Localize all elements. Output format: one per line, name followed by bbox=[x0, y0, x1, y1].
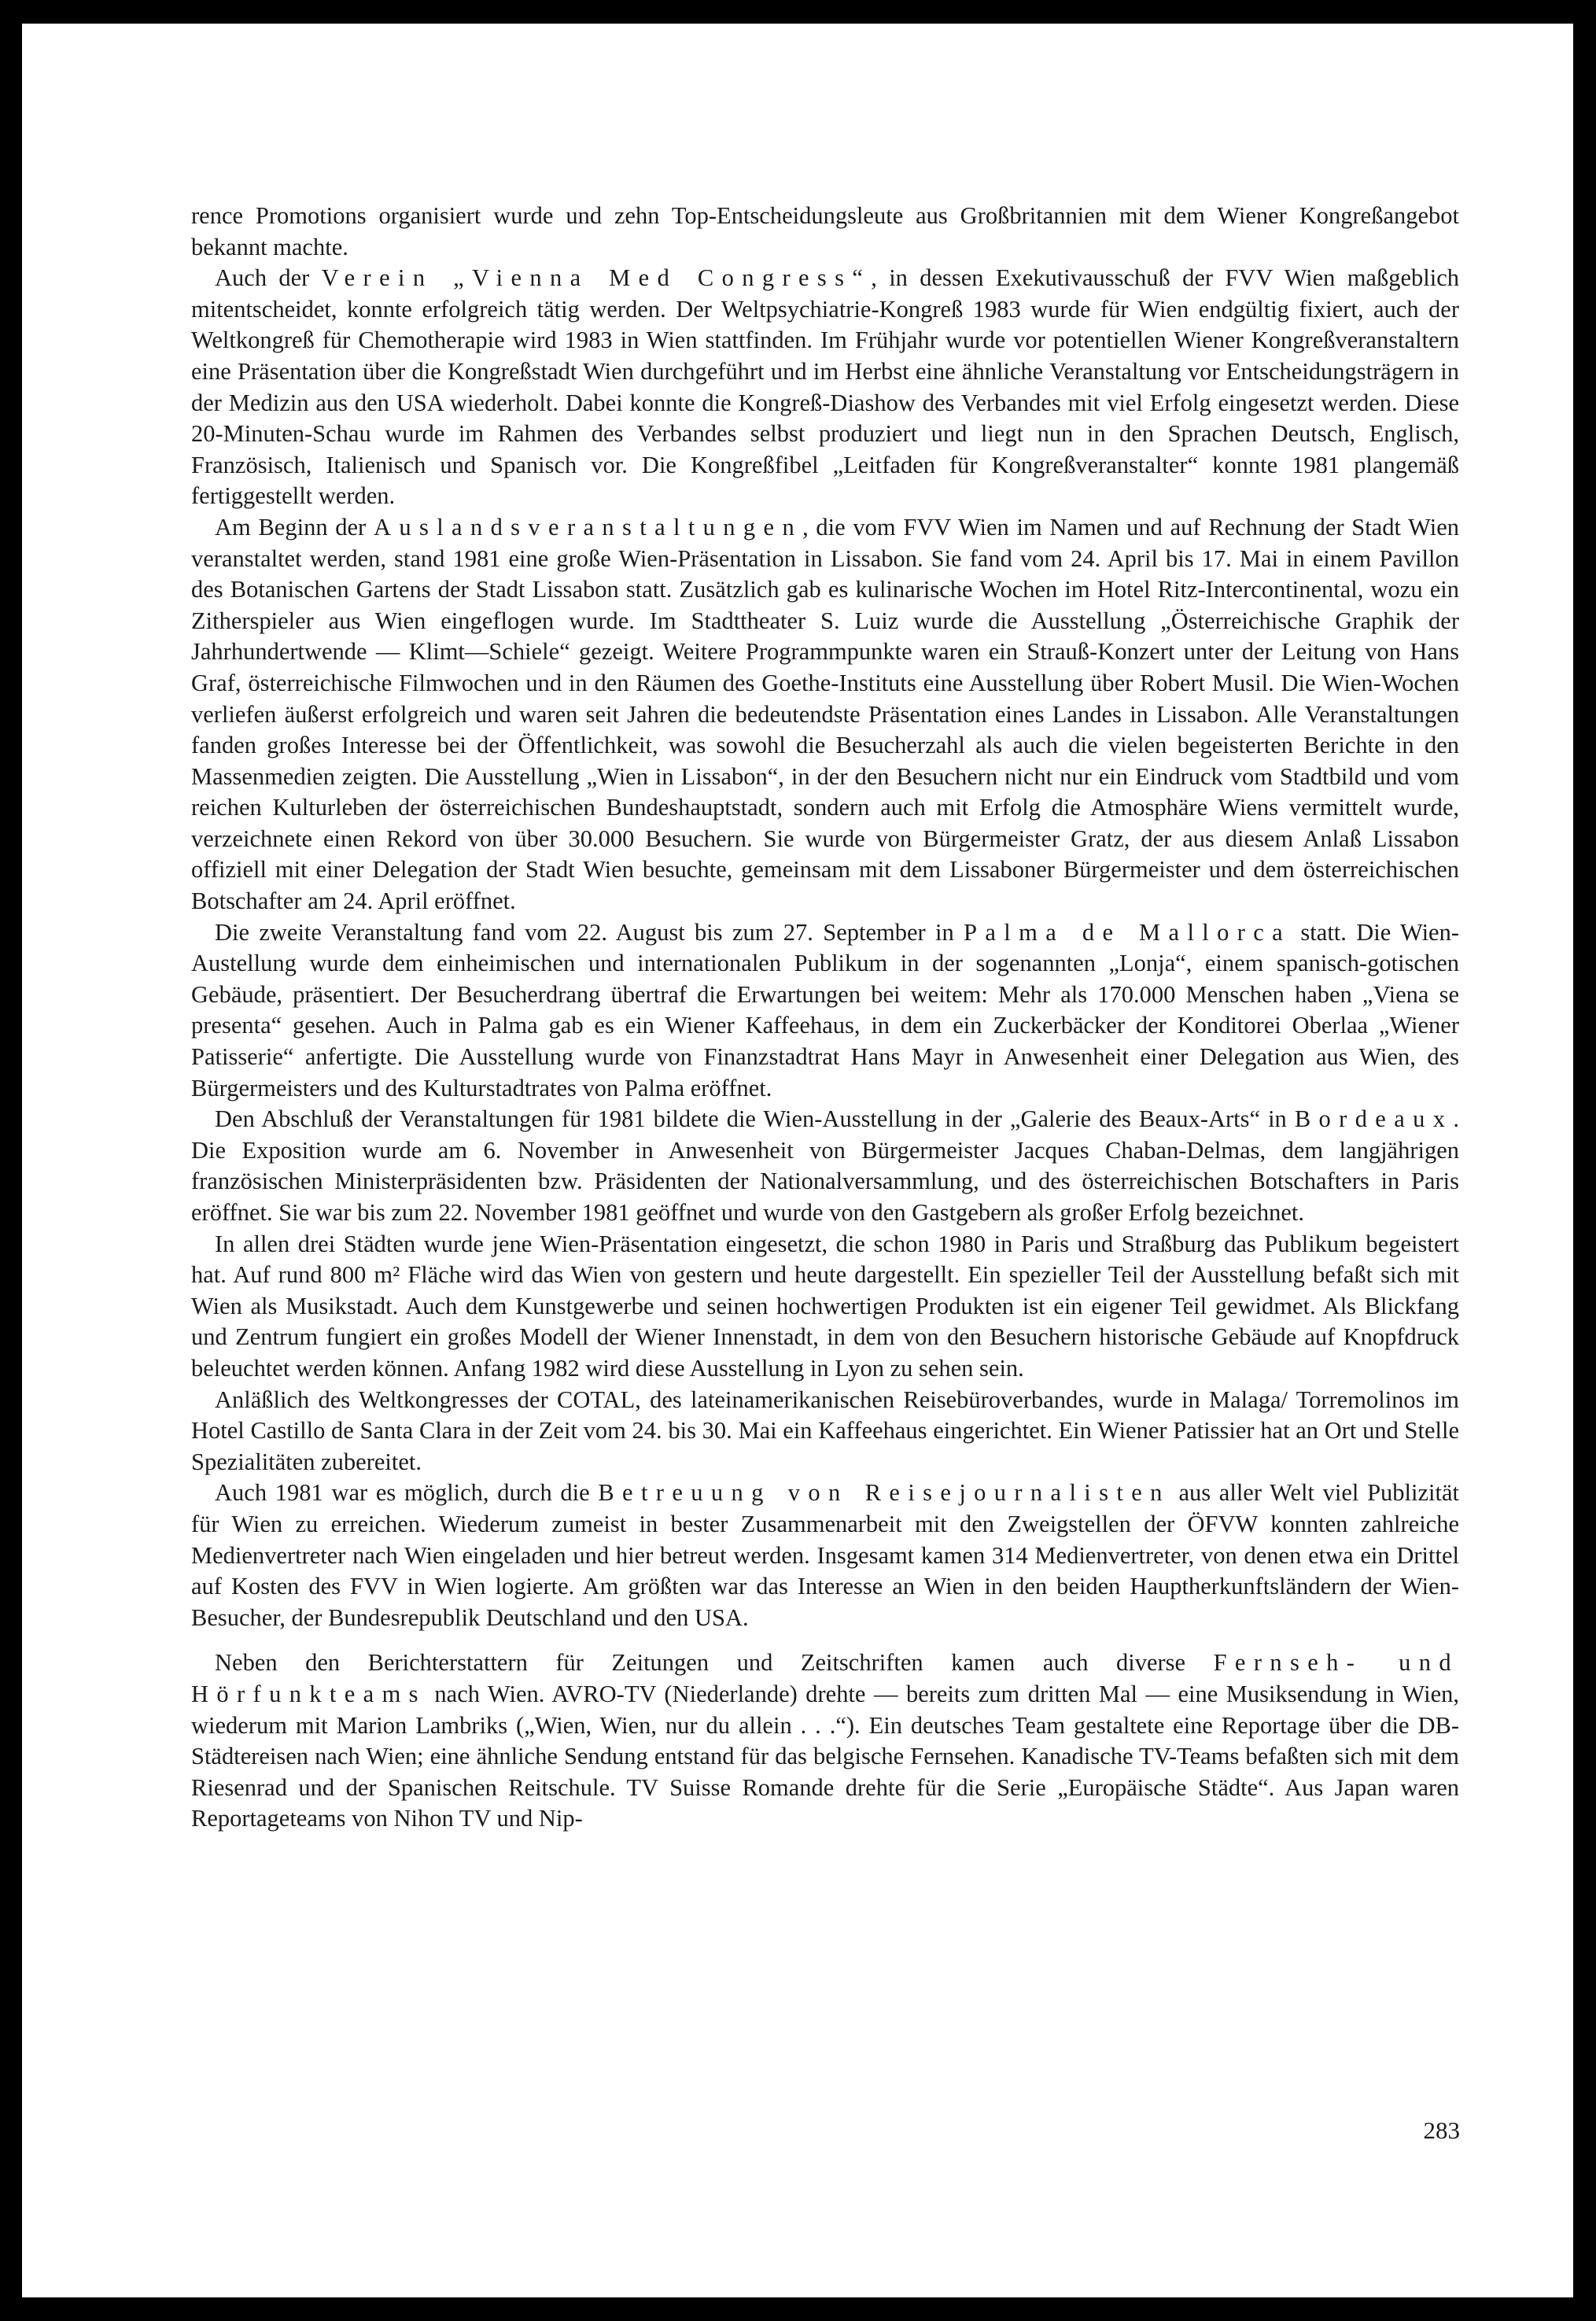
paragraph-fernseh-hoerfunkteams bbox=[191, 1648, 1459, 1835]
paragraph-bordeaux bbox=[191, 1104, 1459, 1228]
paragraph-text: Neben den Berichterstattern für Zeitungen und Zeitschriften kamen auch diverse bbox=[215, 1649, 1214, 1677]
spaced-emphasis-bordeaux: Bordeaux bbox=[1294, 1105, 1454, 1133]
paragraph-text: In allen drei Städten wurde jene Wien-Präsentation eingesetzt, die schon 1980 in Paris und Straßburg das Publikum begeistert hat. Auf rund 800 m² Fläche wird das Wien von gestern und heute dargestellt. Ein spezieller Teil der Ausstellung befaßt sich mit Wien als Musikstadt. Auch dem Kunstgewerbe und seinen hochwertigen Produkten ist ein eigener Teil gewidmet. Als Blickfang und Zentrum fungiert ein großes Modell der Wiener Innenstadt, in dem von den Besuchern historische Gebäude auf Knopfdruck beleuchtet werden können. Anfang 1982 wird diese Ausstellung in Lyon zu sehen sein. bbox=[191, 1230, 1459, 1382]
paragraph-text: , in dessen Exekutivausschuß der FVV Wien maßgeblich mitentscheidet, konnte erfolgreich tätig werden. Der Weltpsychiatrie-Kongreß 1983 wurde für Wien endgültig fixiert, auch der Weltkongreß für Chemotherapie wird 1983 in Wien stattfinden. Im Frühjahr wurde vor potentiellen Wiener Kongreßveranstaltern eine Präsentation über die Kongreßstadt Wien durchgeführt und im Herbst eine ähnliche Veranstaltung vor Entscheidungsträgern in der Medizin aus den USA wiederholt. Dabei konnte die Kongreß-Diashow des Verbandes mit viel Erfolg eingesetzt werden. Diese 20-Minuten-Schau wurde im Rahmen des Verbandes selbst produziert und liegt nun in den Sprachen Deutsch, Englisch, Französisch, Italienisch und Spanisch vor. Die Kongreßfibel „Leitfaden für Kongreßveranstalter“ konnte 1981 plangemäß fertiggestellt werden. bbox=[191, 264, 1459, 510]
paragraph-text: nach Wien. AVRO-TV (Niederlande) drehte — bereits zum dritten Mal — eine Musiksendung in Wien, wiederum mit Marion Lambriks („Wien, Wien, nur du allein . . .“). Ein deutsches Team gestaltete eine Reportage über die DB-Städtereisen nach Wien; eine ähnliche Sendung entstand für das belgische Fernsehen. Kanadische TV-Teams befaßten sich mit dem Riesenrad und der Spanischen Reitschule. TV Suisse Romande drehte für die Serie „Europäische Städte“. Aus Japan waren Reportageteams von Nihon TV und Nip- bbox=[191, 1680, 1459, 1832]
spaced-emphasis-auslandsveranstaltungen: Auslandsveranstaltungen bbox=[373, 513, 803, 541]
paragraph-vienna-med-congress bbox=[191, 263, 1459, 512]
paragraph-text: , die vom FVV Wien im Namen und auf Rechnung der Stadt Wien veranstaltet werden, stand 1981 eine große Wien-Präsentation in Lissabon. Sie fand vom 24. April bis 17. Mai in einem Pavillon des Botanischen Gartens der Stadt Lissabon statt. Zusätzlich gab es kulinarische Wochen im Hotel Ritz-Intercontinental, wozu ein Zitherspieler aus Wien eingeflogen wurde. Im Stadttheater S. Luiz wurde die Ausstellung „Österreichische Graphik der Jahrhundertwende — Klimt—Schiele“ gezeigt. Weitere Programmpunkte waren ein Strauß-Konzert unter der Leitung von Hans Graf, österreichische Filmwochen und in den Räumen des Goethe-Instituts eine Ausstellung über Robert Musil. Die Wien-Wochen verliefen äußerst erfolgreich und waren seit Jahren die bedeutendste Präsentation eines Landes in Lissabon. Alle Veranstaltungen fanden großes Interesse bei der Öffentlichkeit, was sowohl die Besucherzahl als auch die vielen begeisterten Berichte in den Massenmedien zeigten. Die Ausstellung „Wien in Lissabon“, in der den Besuchern nicht nur ein Eindruck vom Stadtbild und vom reichen Kulturleben der österreichischen Bundeshauptstadt, sondern auch mit Erfolg die Atmosphäre Wiens vermittelt wurde, verzeichnete einen Rekord von über 30.000 Besuchern. Sie wurde von Bürgermeister Gratz, der aus diesem Anlaß Lissabon offiziell mit einer Delegation der Stadt Wien besuchte, gemeinsam mit dem Lissaboner Bürgermeister und dem österreichischen Botschafter am 24. April eröffnet. bbox=[191, 513, 1459, 915]
paragraph-text: Auch 1981 war es möglich, durch die bbox=[215, 1479, 599, 1507]
paragraph-text: Auch der bbox=[215, 264, 322, 292]
body-text bbox=[191, 201, 1459, 1835]
paragraph-wien-praesentation bbox=[191, 1229, 1459, 1385]
spaced-emphasis-reisejournalisten: Betreuung von Reisejournalisten bbox=[598, 1479, 1170, 1507]
paragraph-continuation bbox=[191, 201, 1459, 263]
paragraph-text: aus aller Welt viel Publizität für Wien zu erreichen. Wiederum zumeist in bester Zusammenarbeit mit den Zweigstellen der ÖFVW konnten zahlreiche Medienvertreter nach Wien eingeladen und hier betreut werden. Insgesamt kamen 314 Medienvertreter, von denen etwa ein Drittel auf Kosten des FVV in Wien logierte. Am größten war das Interesse an Wien in den beiden Hauptherkunftsländern der Wien-Besucher, der Bundesrepublik Deutschland und den USA. bbox=[191, 1479, 1459, 1631]
paragraph-text: Den Abschluß der Veranstaltungen für 1981 bildete die Wien-Ausstellung in der „Galerie des Beaux-Arts“ in bbox=[215, 1105, 1295, 1133]
paragraph-text: statt. Die Wien-Austellung wurde dem einheimischen und internationalen Publikum in der sogenannten „Lonja“, einem spanisch-gotischen Gebäude, präsentiert. Der Besucherdrang übertraf die Erwartungen bei weitem: Mehr als 170.000 Menschen haben „Viena se presenta“ gesehen. Auch in Palma gab es ein Wiener Kaffeehaus, in dem ein Zuckerbäcker der Konditorei Oberlaa „Wiener Patisserie“ anfertigte. Die Ausstellung wurde von Finanzstadtrat Hans Mayr in Anwesenheit einer Delegation aus Wien, des Bürgermeisters und des Kulturstadtrates von Palma eröffnet. bbox=[191, 918, 1460, 1101]
document-page bbox=[22, 24, 1573, 2297]
spaced-emphasis-vienna-med-congress: Verein „Vienna Med Congress“ bbox=[321, 264, 872, 292]
paragraph-auslandsveranstaltungen bbox=[191, 512, 1459, 917]
paragraph-cotal bbox=[191, 1385, 1459, 1478]
spaced-emphasis-palma-de-mallorca: Palma de Mallorca bbox=[964, 918, 1292, 946]
paragraph-text: Die zweite Veranstaltung fand vom 22. August bis zum 27. September in bbox=[215, 918, 964, 946]
paragraph-text: rence Promotions organisiert wurde und zehn Top-Entscheidungsleute aus Großbritannien mit dem Wiener Kongreßangebot bekannt machte. bbox=[191, 202, 1459, 260]
page-number: 283 bbox=[1423, 2116, 1460, 2144]
paragraph-text: . Die Exposition wurde am 6. November in Anwesenheit von Bürgermeister Jacques Chaban-Delmas, dem langjährigen französischen Ministerpräsidenten bzw. Präsidenten der Nationalversammlung, und des österreichischen Botschafters in Paris eröffnet. Sie war bis zum 22. November 1981 geöffnet und wurde von den Gastgebern als großer Erfolg bezeichnet. bbox=[191, 1105, 1459, 1226]
paragraph-reisejournalisten bbox=[191, 1478, 1459, 1633]
paragraph-text: Anläßlich des Weltkongresses der COTAL, des lateinamerikanischen Reisebüroverbandes, wurde in Malaga/ Torremolinos im Hotel Castillo de Santa Clara in der Zeit vom 24. bis 30. Mai ein Kaffeehaus eingerichtet. Ein Wiener Patissier hat an Ort und Stelle Spezialitäten zubereitet. bbox=[191, 1386, 1459, 1475]
spaced-emphasis-fernseh-hoerfunkteams: Fernseh- und Hörfunkteams bbox=[191, 1649, 1459, 1707]
paragraph-text: Am Beginn der bbox=[215, 513, 374, 541]
paragraph-palma-de-mallorca bbox=[191, 917, 1459, 1105]
